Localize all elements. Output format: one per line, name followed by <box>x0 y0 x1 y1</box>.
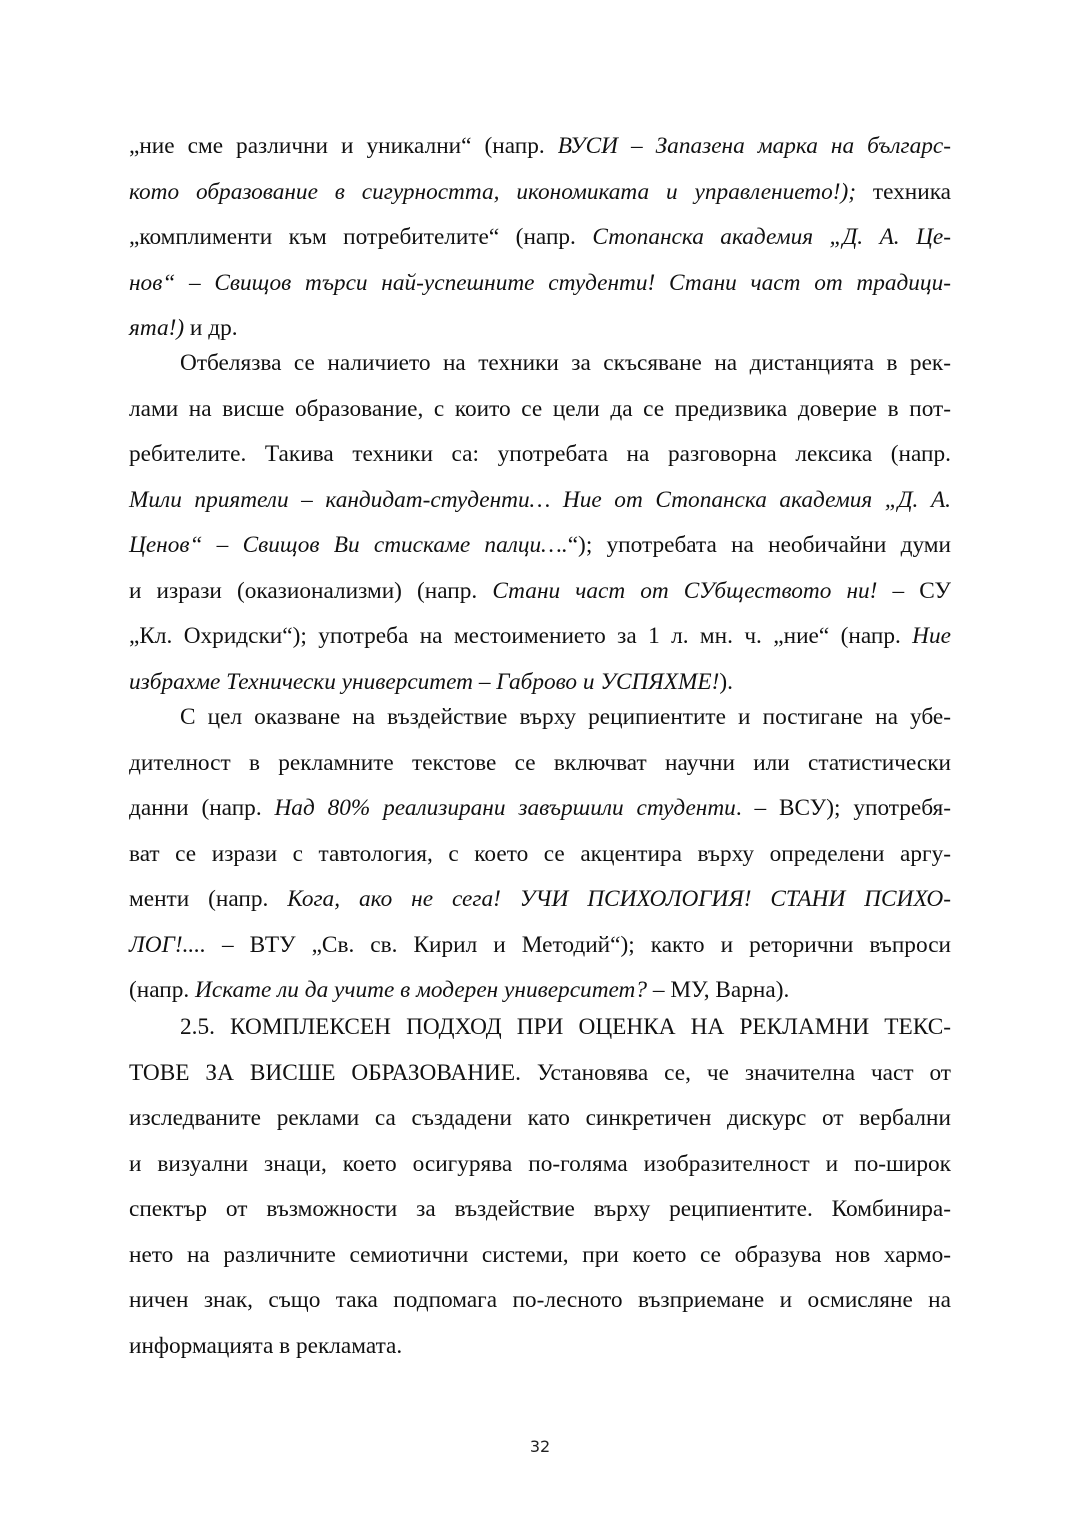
italic-run: Ние <box>912 623 951 649</box>
text-line <box>129 1051 951 1097</box>
text-run: и визуални знаци, което осигурява по-голяма изобразителност и по-широк <box>129 1150 951 1177</box>
text-run: „ние сме различни и уникални“ (напр. <box>129 133 558 159</box>
italic-run: Мили приятели – кандидат-студенти… Ние от Стопанска академия „Д. А. <box>129 486 951 513</box>
text-line <box>129 341 951 387</box>
text-run: информацията в рекламата. <box>129 1332 403 1359</box>
text-line <box>129 877 951 923</box>
text-run: 2.5. КОМПЛЕКСЕН ПОДХОД ПРИ ОЦЕНКА НА РЕКЛАМНИ ТЕКС- <box>180 1014 951 1040</box>
italic-run: Кога, ако не сега! УЧИ ПСИХОЛОГИЯ! СТАНИ ПСИХО- <box>287 886 952 912</box>
text-line <box>129 387 951 433</box>
text-line <box>129 1005 951 1051</box>
text-line <box>129 215 951 261</box>
text-run: – МУ, Варна). <box>647 977 790 1003</box>
text-run: (напр. <box>129 977 196 1003</box>
text-run: изследваните реклами са създадени като синкретичен дискурс от вербални <box>129 1105 951 1131</box>
text-line <box>129 1278 951 1324</box>
text-run: – СУ <box>877 577 951 604</box>
text-run: ). <box>719 668 733 695</box>
text-line <box>129 741 951 787</box>
text-run: ничен знак, също така подпомага по-лесното възприемане и осмисляне на <box>129 1287 951 1313</box>
italic-run: ята!) <box>129 315 185 341</box>
paragraph-2 <box>129 341 951 705</box>
text-run: „Кл. Охридски“); употреба на местоимението за 1 л. мн. ч. „ние“ (напр. <box>129 623 913 649</box>
italic-run: Ценов“ – Свищов Ви стискаме палци…. <box>129 532 568 558</box>
text-line <box>129 1096 951 1142</box>
text-run: лами на висше образование, с които се цели да се предизвика доверие в пот- <box>129 395 951 422</box>
text-run: С цел оказване на въздействие върху реципиентите и постигане на убе- <box>180 704 951 730</box>
text-line <box>129 832 951 878</box>
italic-run: Стопанска академия „Д. А. Це- <box>592 224 951 250</box>
italic-run: кото образование в сигурността, икономиката и управлението!); <box>129 178 857 205</box>
text-line <box>129 923 951 969</box>
text-run: и изрази (оказионализми) (напр. <box>129 577 493 604</box>
text-run: дителност в рекламните текстове се включват научни или статистически <box>129 749 951 776</box>
text-run: „комплименти към потребителите“ (напр. <box>129 224 593 250</box>
text-line <box>129 614 951 660</box>
italic-run: избрахме Технически университет – Габрово и УСПЯХМЕ! <box>129 668 720 695</box>
text-line <box>129 786 951 832</box>
page-number: 32 <box>529 1437 551 1456</box>
text-run: “); употребата на необичайни думи <box>567 532 952 558</box>
italic-run: Искате ли да учите в модерен университет? <box>195 977 648 1003</box>
text-run: Отбелязва се наличието на техники за скъсяване на дистанцията в рек- <box>180 350 951 376</box>
text-run: менти (напр. <box>129 886 288 912</box>
text-line <box>129 695 951 741</box>
text-run: техника <box>856 178 951 205</box>
paragraph-4-section-2-5 <box>129 1005 951 1369</box>
italic-run: Над 80% реализирани завършили студенти <box>274 795 736 821</box>
italic-run: Стани част от СУбществото ни! <box>492 577 878 604</box>
text-run: ТОВЕ ЗА ВИСШЕ ОБРАЗОВАНИЕ. Установява се, че значителна част от <box>129 1059 951 1086</box>
text-line <box>129 569 951 615</box>
italic-run: ВУСИ – Запазена марка на българс- <box>557 133 951 159</box>
text-run: ват се изрази с тавтология, с което се акцентира върху определени аргу- <box>129 840 951 867</box>
text-line <box>129 124 951 170</box>
text-line <box>129 1233 951 1279</box>
italic-run: нов“ – Свищов търси най-успешните студенти! Стани част от традици- <box>129 269 951 296</box>
text-line <box>129 523 951 569</box>
text-run: и др. <box>184 315 238 341</box>
text-run: спектър от възможности за въздействие върху реципиентите. Комбинира- <box>129 1196 951 1222</box>
paragraph-3 <box>129 695 951 1014</box>
italic-run: ЛОГ!.... <box>129 931 206 958</box>
text-run: данни (напр. <box>129 795 275 821</box>
text-line <box>129 432 951 478</box>
text-line <box>129 261 951 307</box>
text-run: нето на различните семиотични системи, при което се образува нов хармо- <box>129 1241 951 1268</box>
text-line <box>129 1187 951 1233</box>
text-line <box>129 170 951 216</box>
text-line <box>129 478 951 524</box>
text-run: ребителите. Такива техники са: употребата на разговорна лексика (напр. <box>129 441 951 467</box>
text-line <box>129 1324 951 1370</box>
text-run: – ВТУ „Св. св. Кирил и Методий“); както и реторични въпроси <box>205 931 951 958</box>
text-run: . – ВСУ); употребя- <box>735 795 951 821</box>
text-line <box>129 1142 951 1188</box>
paragraph-1 <box>129 124 951 352</box>
